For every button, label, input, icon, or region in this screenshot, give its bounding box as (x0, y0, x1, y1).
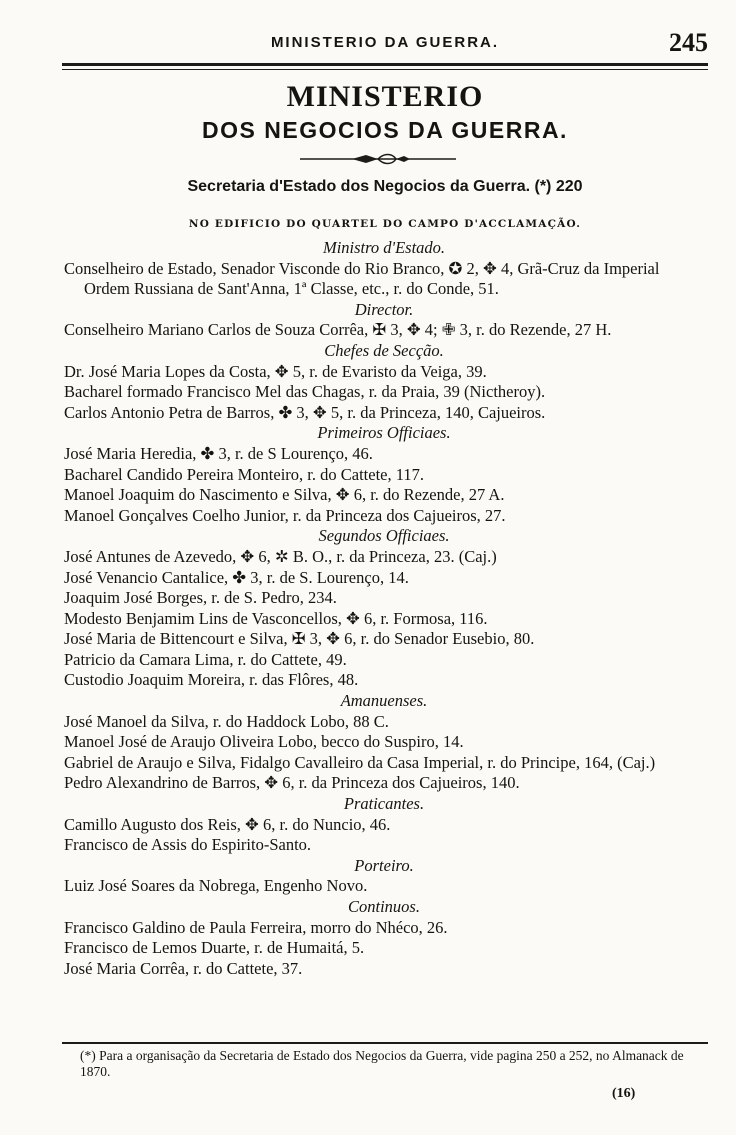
footnote-rule (62, 1042, 708, 1044)
directory-entry: Carlos Antonio Petra de Barros, ✤ 3, ✥ 5, r. da Princeza, 140, Cajueiros. (64, 402, 546, 422)
directory-entry: José Manoel da Silva, r. do Haddock Lobo, 88 C. (64, 711, 389, 731)
directory-entry: José Maria de Bittencourt e Silva, ✠ 3, ✥ 6, r. do Senador Eusebio, 80. (64, 629, 535, 649)
section-heading: Porteiro. (354, 855, 414, 875)
running-title: MINISTERIO DA GUERRA. (270, 34, 500, 51)
directory-body (64, 238, 704, 979)
directory-entry: Custodio Joaquim Moreira, r. das Flôres, 48. (64, 670, 359, 690)
page-title: MINISTERIO (286, 80, 484, 113)
directory-entry: Gabriel de Araujo e Silva, Fidalgo Cavalleiro da Casa Imperial, r. do Principe, 164, (Caj.) (64, 752, 656, 772)
header-rule-thin (62, 69, 708, 70)
directory-entry: Francisco Galdino de Paula Ferreira, morro do Nhéco, 26. (64, 917, 448, 937)
section-heading: Amanuenses. (340, 691, 428, 711)
secretaria-line: Secretaria d'Estado dos Negocios da Guerra. (*) 220 (187, 178, 583, 195)
directory-entry: José Maria Heredia, ✤ 3, r. de S Lourenço, 46. (64, 443, 373, 463)
ornament-divider (300, 152, 456, 166)
section-heading: Director. (354, 299, 414, 319)
running-head (60, 28, 710, 58)
section-heading: Segundos Officiaes. (318, 526, 450, 546)
directory-entry: Dr. José Maria Lopes da Costa, ✥ 5, r. de Evaristo da Veiga, 39. (64, 361, 487, 381)
directory-entry: Manoel Gonçalves Coelho Junior, r. da Princeza dos Cajueiros, 27. (64, 505, 506, 525)
directory-entry: Bacharel formado Francisco Mel das Chagas, r. da Praia, 39 (Nictheroy). (64, 382, 546, 402)
header-rule-thick (62, 63, 708, 66)
directory-entry: Camillo Augusto dos Reis, ✥ 6, r. do Nuncio, 46. (64, 814, 391, 834)
directory-entry: José Maria Corrêa, r. do Cattete, 37. (64, 958, 303, 978)
directory-entry: Francisco de Lemos Duarte, r. de Humaitá, 5. (64, 938, 365, 958)
signature-mark: (16) (612, 1086, 636, 1101)
directory-entry: Bacharel Candido Pereira Monteiro, r. do Cattete, 117. (64, 464, 424, 484)
section-heading: Praticantes. (343, 794, 425, 814)
directory-entry: Conselheiro Mariano Carlos de Souza Corrêa, ✠ 3, ✥ 4; ✙ 3, r. do Rezende, 27 H. (64, 320, 612, 340)
section-heading: Primeiros Officiaes. (317, 423, 451, 443)
directory-entry: Modesto Benjamim Lins de Vasconcellos, ✥ 6, r. Formosa, 116. (64, 608, 488, 628)
directory-entry: José Venancio Cantalice, ✤ 3, r. de S. Lourenço, 14. (64, 567, 409, 587)
directory-entry: Luiz José Soares da Nobrega, Engenho Novo. (64, 876, 368, 896)
directory-entry: Patricio da Camara Lima, r. do Cattete, 49. (64, 649, 347, 669)
directory-entry: Manoel Joaquim do Nascimento e Silva, ✥ 6, r. do Rezende, 27 A. (64, 485, 505, 505)
directory-entry: Manoel José de Araujo Oliveira Lobo, becco do Suspiro, 14. (64, 732, 464, 752)
directory-entry: José Antunes de Azevedo, ✥ 6, ✲ B. O., r. da Princeza, 23. (Caj.) (64, 546, 497, 566)
section-heading: Chefes de Secção. (324, 340, 444, 360)
section-heading: Continuos. (348, 897, 420, 916)
directory-entry: Pedro Alexandrino de Barros, ✥ 6, r. da Princeza dos Cajueiros, 140. (64, 773, 520, 793)
section-heading: Ministro d'Estado. (322, 238, 446, 257)
page-subtitle: DOS NEGOCIOS DA GUERRA. (202, 117, 568, 143)
directory-entry: Conselheiro de Estado, Senador Visconde do Rio Branco, ✪ 2, ✥ 4, Grã-Cruz da Imperial Ordem Russiana de Sant'Anna, 1ª Classe, etc., r. do Conde, 51. (64, 258, 660, 299)
page-number: 245 (669, 28, 708, 57)
directory-entry: Joaquim José Borges, r. de S. Pedro, 234. (64, 588, 337, 608)
footnote: (*) Para a organisação da Secretaria de Estado dos Negocios da Guerra, vide pagina 250 a 252, no Almanack de 1870. (80, 1048, 684, 1079)
edificio-line: NO EDIFICIO DO QUARTEL DO CAMPO D'ACCLAMAÇÃO. (188, 218, 582, 230)
directory-entry: Francisco de Assis do Espirito-Santo. (64, 835, 312, 855)
